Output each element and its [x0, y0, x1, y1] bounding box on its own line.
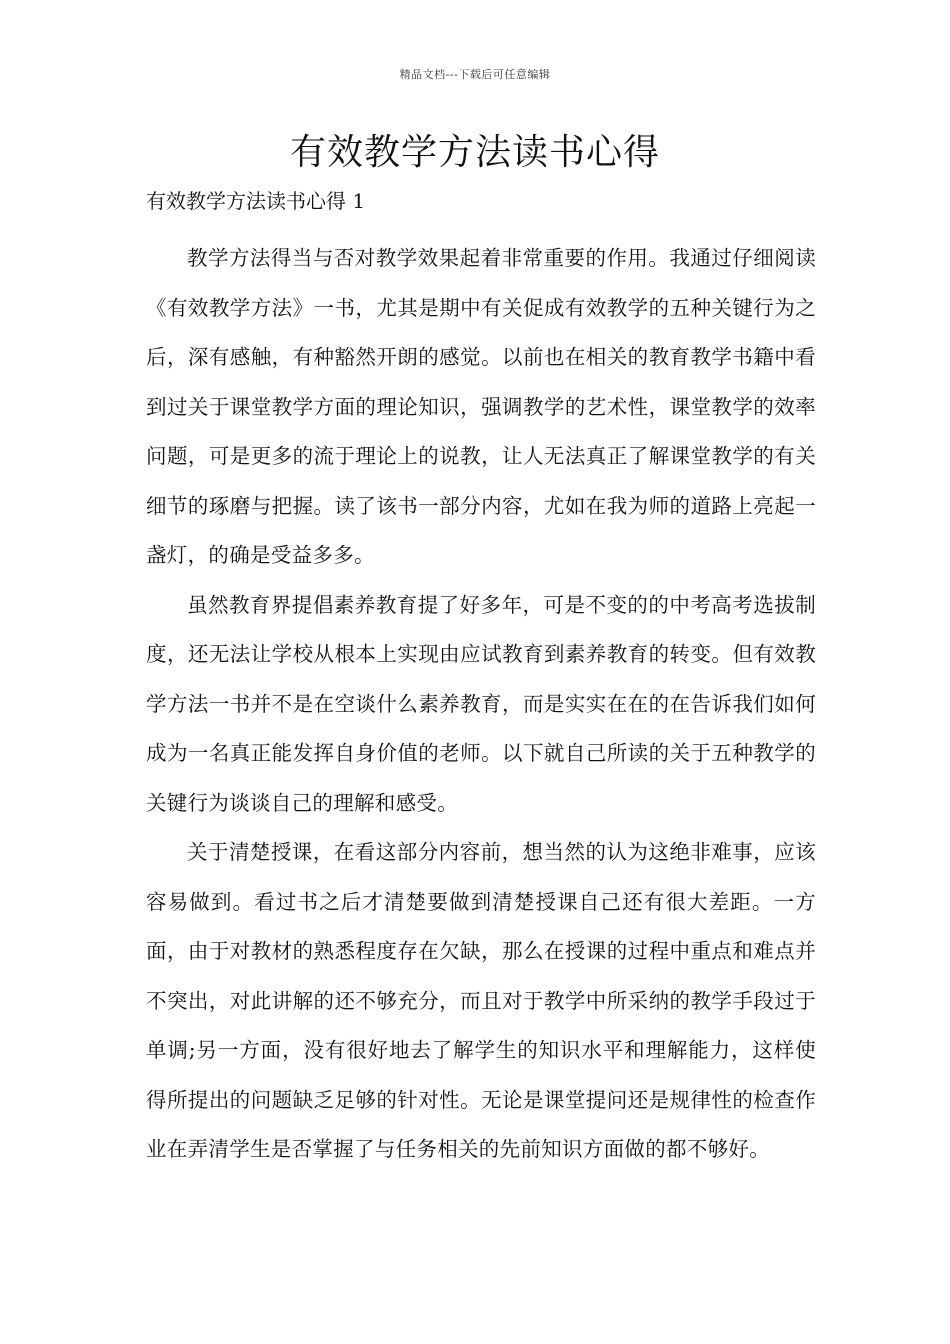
paragraph-2: 虽然教育界提倡素养教育提了好多年，可是不变的的中考高考选拔制度，还无法让学校从根本上实现由应试教育到素养教育的转变。但有效教学方法一书并不是在空谈什么素养教育，而是实实在在的在告诉我们如何成为一名真正能发挥自身价值的老师。以下就自己所读的关于五种教学的关键行为谈谈自己的理解和感受。: [146, 592, 816, 815]
paragraph-1: 教学方法得当与否对教学效果起着非常重要的作用。我通过仔细阅读《有效教学方法》一书，尤其是期中有关促成有效教学的五种关键行为之后，深有感触，有种豁然开朗的感觉。以前也在相关的教育教学书籍中看到过关于课堂教学方面的理论知识，强调教学的艺术性，课堂教学的效率问题，可是更多的流于理论上的说教，让人无法真正了解课堂教学的有关细节的琢磨与把握。读了该书一部分内容，尤如在我为师的道路上亮起一盏灯，的确是受益多多。: [146, 246, 816, 567]
paragraph-3: 关于清楚授课，在看这部分内容前，想当然的认为这绝非难事，应该容易做到。看过书之后才清楚要做到清楚授课自己还有很大差距。一方面，由于对教材的熟悉程度存在欠缺，那么在授课的过程中重点和难点并不突出，对此讲解的还不够充分，而且对于教学中所采纳的教学手段过于单调;另一方面，没有很好地去了解学生的知识水平和理解能力，这样使得所提出的问题缺乏足够的针对性。无论是课堂提问还是规律性的检查作业在弄清学生是否掌握了与任务相关的先前知识方面做的都不够好。: [146, 840, 816, 1161]
document-subtitle: 有效教学方法读书心得 1: [146, 189, 366, 213]
document-body: [146, 234, 816, 1175]
header-note: 精品文档---下载后可任意编辑: [399, 68, 551, 81]
document-title: 有效教学方法读书心得: [289, 132, 660, 173]
